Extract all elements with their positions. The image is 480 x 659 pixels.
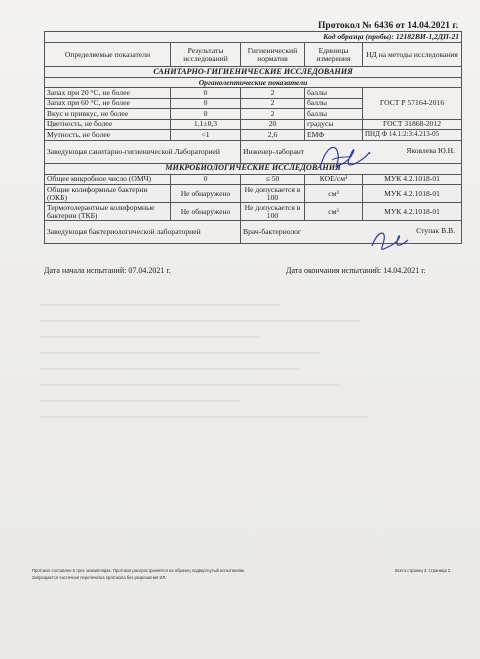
result-value: Не обнаружено	[171, 203, 241, 221]
header-result: Результаты исследований	[171, 43, 241, 67]
date-end: Дата окончания испытаний: 14.04.2021 г.	[286, 266, 426, 275]
header-method: НД на методы исследования	[363, 43, 462, 67]
signer-role: Заведующая санитарно-гигиенической Лабораторией	[45, 140, 241, 163]
table-row	[45, 88, 462, 99]
norm-value: Не допускается в 100	[241, 203, 305, 221]
units-value: баллы	[305, 109, 363, 120]
signer-role: Заведующая бактериологической лабораторией	[45, 221, 241, 244]
signature-cell	[241, 221, 462, 244]
section-microbiological: МИКРОБИОЛОГИЧЕСКИЕ ИССЛЕДОВАНИЯ	[45, 163, 462, 174]
method-value: МУК 4.2.1018-01	[363, 185, 462, 203]
header-norm: Гигиенический норматив	[241, 43, 305, 67]
method-value: МУК 4.2.1018-01	[363, 174, 462, 185]
indicator-name: Общие колиформные бактерии (ОКБ)	[45, 185, 171, 203]
show-through-backside	[40, 290, 440, 560]
table-row	[45, 130, 462, 141]
units-value: см³	[305, 203, 363, 221]
table-row	[45, 185, 462, 203]
method-value: ГОСТ Р 57164-2016	[363, 88, 462, 120]
table-header-row	[45, 43, 462, 67]
table-row	[45, 174, 462, 185]
norm-value: 2	[241, 109, 305, 120]
signature-stupak-icon	[368, 226, 414, 254]
norm-value: 2	[241, 88, 305, 99]
footer-pages: Всего страниц 2; страница 2.	[395, 568, 452, 573]
signer-position: Врач-бактериолог	[243, 227, 302, 237]
sample-code: Код образца (пробы): 12182ВИ-1,2ДП-21	[45, 32, 462, 43]
norm-value: 20	[241, 119, 305, 130]
result-value: 0	[171, 109, 241, 120]
header-indicator: Определяемые показатели	[45, 43, 171, 67]
table-row	[45, 203, 462, 221]
section-sanitary: САНИТАРНО-ГИГИЕНИЧЕСКИЕ ИССЛЕДОВАНИЯ	[45, 67, 462, 78]
result-value: 0	[171, 174, 241, 185]
indicator-name: Общее микробное число (ОМЧ)	[45, 174, 171, 185]
results-table	[44, 31, 462, 244]
date-start: Дата начала испытаний: 07.04.2021 г.	[44, 266, 171, 275]
result-value: 0	[171, 88, 241, 99]
indicator-name: Цветность, не более	[45, 119, 171, 130]
protocol-title: Протокол № 6436 от 14.04.2021 г.	[318, 21, 458, 31]
units-value: градусы	[305, 119, 363, 130]
indicator-name: Запах при 20 °С, не более	[45, 88, 171, 99]
indicator-name: Запах при 60 °С, не более	[45, 98, 171, 109]
signature-row	[45, 140, 462, 163]
norm-value: Не допускается в 100	[241, 185, 305, 203]
signer-name: Яковлева Ю.Н.	[406, 145, 456, 155]
units-value: баллы	[305, 88, 363, 99]
result-value: <1	[171, 130, 241, 141]
signature-yakovleva-icon	[312, 140, 374, 174]
units-value: баллы	[305, 98, 363, 109]
result-value: 1,1±0,3	[171, 119, 241, 130]
units-value: ЕМФ	[305, 130, 363, 141]
result-value: Не обнаружено	[171, 185, 241, 203]
method-value: ГОСТ 31868-2012	[363, 119, 462, 130]
units-value: см³	[305, 185, 363, 203]
header-units: Единицы измерения	[305, 43, 363, 67]
signer-position: Инженер-лаборант	[243, 146, 305, 156]
norm-value: 2,6	[241, 130, 305, 141]
norm-value: 2	[241, 98, 305, 109]
indicator-name: Вкус и привкус, не более	[45, 109, 171, 120]
indicator-name: Мутность, не более	[45, 130, 171, 141]
subsection-organoleptic: Органолептические показатели	[45, 78, 462, 88]
footer-line-2: Запрещается частичная перепечатка протокола без разрешения ИЛ.	[32, 575, 167, 580]
method-value: ПНД Ф 14.1:2:3:4.213-05	[363, 130, 462, 141]
units-value: КОЕ/см³	[305, 174, 363, 185]
footer-line-1: Протокол составлен в трех экземплярах. Протокол распространяется на образец подвергнутый испытаниям.	[32, 568, 245, 573]
signer-name: Ступак В.В.	[416, 226, 456, 235]
result-value: 0	[171, 98, 241, 109]
method-value: МУК 4.2.1018-01	[363, 203, 462, 221]
table-row	[45, 119, 462, 130]
norm-value: ≤ 50	[241, 174, 305, 185]
indicator-name: Термотолерантные колиформные бактерии (ТКБ)	[45, 203, 171, 221]
